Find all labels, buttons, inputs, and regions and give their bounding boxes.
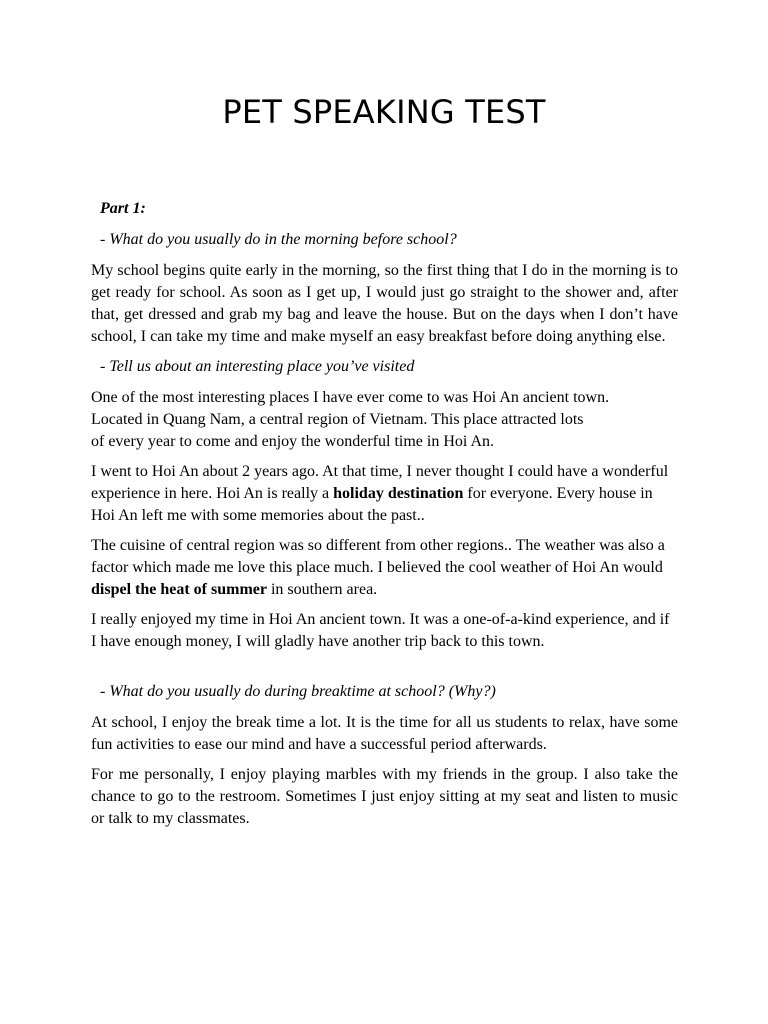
- page-title: PET SPEAKING TEST: [222, 93, 546, 131]
- answer-place-paragraph-2: [91, 461, 678, 527]
- question-breaktime: - What do you usually do during breaktime at school? (Why?): [100, 683, 496, 700]
- answer-place-p2-text-b: for everyone. Every house in Hoi An left me with some memories about the past..: [91, 485, 653, 524]
- document-body: [91, 198, 678, 838]
- bold-phrase-holiday-destination: holiday destination: [333, 485, 464, 502]
- answer-place-paragraph-4: I really enjoyed my time in Hoi An ancient town. It was a one-of-a-kind experience, and if I have enough money, I will gladly have another trip back to this town.: [91, 611, 670, 650]
- answer-breaktime-paragraph-2: For me personally, I enjoy playing marbles with my friends in the group. I also take the chance to go to the restroom. Sometimes I just enjoy sitting at my seat and listen to music or talk to my classmates.: [91, 766, 678, 827]
- answer-place-line-1: One of the most interesting places I have ever come to was Hoi An ancient town.: [91, 389, 610, 406]
- answer-breaktime-paragraph-1: At school, I enjoy the break time a lot. It is the time for all us students to relax, have some fun activities to ease our mind and have a successful period afterwards.: [91, 714, 678, 753]
- question-place: - Tell us about an interesting place you’ve visited: [100, 358, 415, 375]
- bold-phrase-dispel-heat: dispel the heat of summer: [91, 581, 267, 598]
- part-label: Part 1:: [100, 200, 146, 217]
- answer-place-p3-text-a: The cuisine of central region was so different from other regions.. The weather was also a factor which made me love this place much. I believed the cool weather of Hoi An would: [91, 537, 665, 576]
- answer-place-line-3: of every year to come and enjoy the wonderful time in Hoi An.: [91, 433, 494, 450]
- answer-place-line-2: Located in Quang Nam, a central region of Vietnam. This place attracted lots: [91, 411, 584, 428]
- answer-place-p2-text-a: I went to Hoi An about 2 years ago. At that time, I never thought I could have a wonderful experience in here. Hoi An is really a: [91, 463, 669, 502]
- question-morning: - What do you usually do in the morning before school?: [100, 231, 457, 248]
- answer-morning: My school begins quite early in the morning, so the first thing that I do in the morning is to get ready for school. As soon as I get up, I would just go straight to the shower and, after that, get dressed and grab my bag and leave the house. But on the days when I don’t have school, I can take my time and make myself an easy breakfast before doing anything else.: [91, 262, 678, 345]
- answer-place-paragraph-3: [91, 535, 678, 601]
- answer-place-p3-text-b: in southern area.: [266, 581, 378, 598]
- answer-place-paragraph-1: [91, 387, 678, 453]
